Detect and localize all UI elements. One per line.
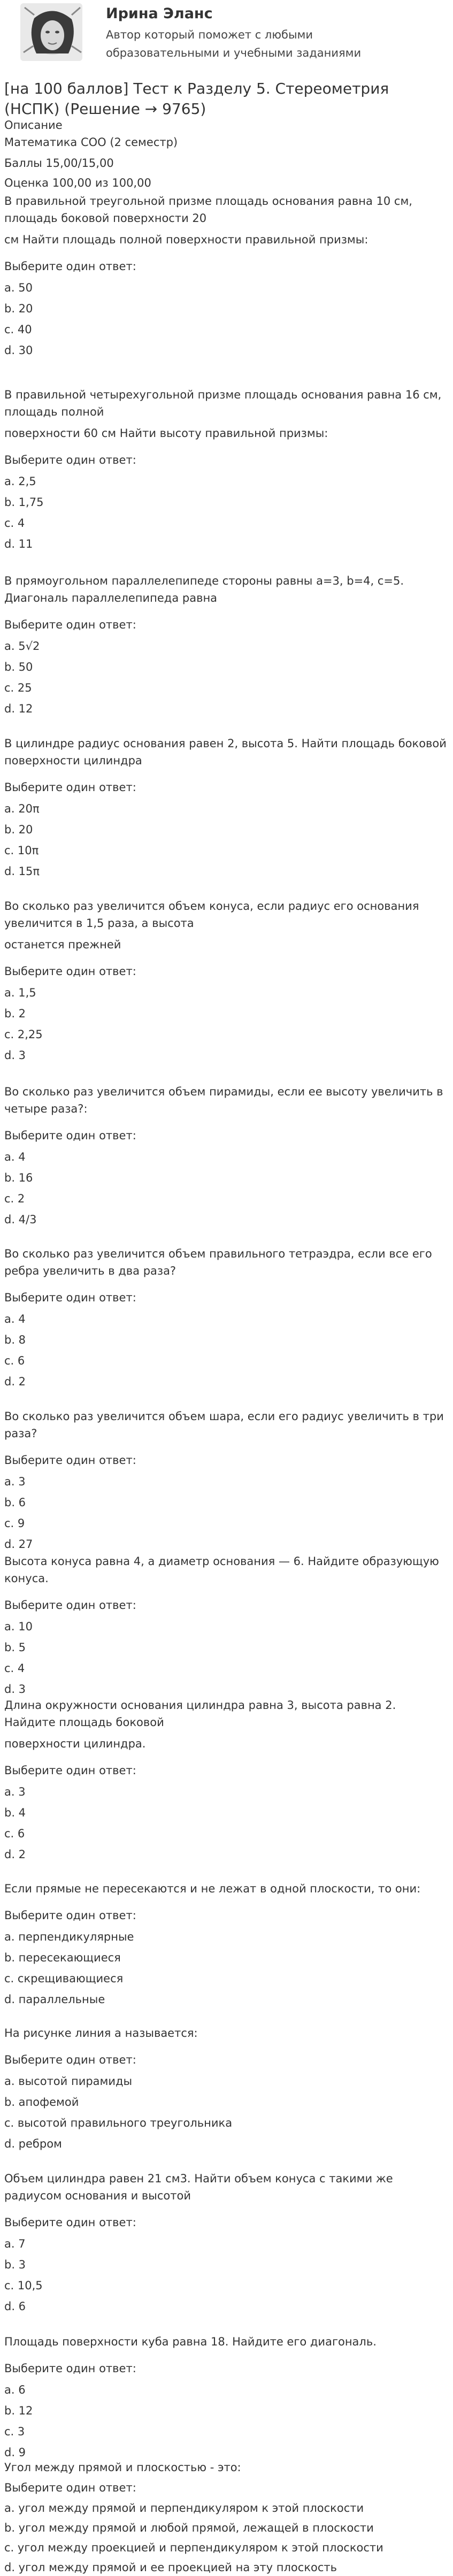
answer-option[interactable]: d. ребром [4,2137,62,2150]
answer-option[interactable]: d. 9 [4,2446,26,2459]
answer-option[interactable]: d. 2 [4,1848,26,1861]
question-text: Площадь поверхности куба равна 18. Найдите его диагональ. [4,2335,377,2348]
answer-option[interactable]: d. 30 [4,344,33,357]
answer-option[interactable]: a. угол между прямой и перпендикуляром к этой плоскости [4,2502,364,2514]
answer-prompt: Выберите один ответ: [4,2362,136,2375]
question-13 [4,2170,448,2314]
answer-option[interactable]: d. 11 [4,538,33,550]
answer-option[interactable]: a. 1,5 [4,986,36,999]
page-title: [на 100 баллов] Тест к Разделу 5. Стереометрия (НСПК) (Решение → 9765) [4,80,389,118]
answer-option[interactable]: a. 7 [4,2237,26,2250]
question-text: останется прежней [4,938,121,951]
answer-option[interactable]: b. 20 [4,302,33,315]
answer-option[interactable]: a. 3 [4,1475,26,1488]
answer-option[interactable]: d. 4/3 [4,1213,37,1226]
answer-option[interactable]: c. 9 [4,1517,25,1530]
question-text: В цилиндре радиус основания равен 2, высота 5. Найти площадь боковой поверхности цилиндра [4,737,447,767]
answer-option[interactable]: a. высотой пирамиды [4,2075,133,2088]
question-3 [4,572,448,717]
answer-option[interactable]: d. 2 [4,1375,26,1388]
answer-option[interactable]: c. 6 [4,1827,25,1840]
answer-option[interactable]: b. 4 [4,1806,26,1819]
answer-option[interactable]: b. 8 [4,1333,26,1346]
answer-option[interactable]: d. 3 [4,1049,26,1062]
answer-option[interactable]: a. 10 [4,1620,33,1633]
question-text: Угол между прямой и плоскостью - это: [4,2461,241,2474]
question-8 [4,1408,448,1552]
question-text: Высота конуса равна 4, а диаметр основания — 6. Найдите образующую конуса. [4,1555,439,1585]
question-text: поверхности цилиндра. [4,1737,146,1750]
grade-text: Оценка 100,00 из 100,00 [4,177,151,189]
answer-option[interactable]: a. 50 [4,281,33,294]
answer-option[interactable]: b. 3 [4,2258,26,2271]
question-1 [4,193,448,358]
answer-option[interactable]: c. 40 [4,323,32,336]
answer-option[interactable]: d. 6 [4,2300,26,2313]
answer-option[interactable]: b. 1,75 [4,496,44,509]
answer-prompt: Выберите один ответ: [4,1764,136,1777]
answer-prompt: Выберите один ответ: [4,1599,136,1612]
answer-option[interactable]: a. 6 [4,2383,26,2396]
answer-option[interactable]: b. апофемой [4,2096,79,2109]
answer-prompt: Выберите один ответ: [4,2053,136,2066]
answer-option[interactable]: b. угол между прямой и любой прямой, лежащей в плоскости [4,2521,374,2534]
question-text: Объем цилиндра равен 21 см3. Найти объем конуса с такими же радиусом основания и высотой [4,2172,393,2202]
question-text: поверхности 60 см Найти высоту правильной призмы: [4,427,328,440]
answer-option[interactable]: b. 20 [4,823,33,836]
answer-option[interactable]: c. 10π [4,844,39,857]
question-11 [4,1880,448,2007]
answer-option[interactable]: c. 4 [4,517,25,530]
answer-option[interactable]: c. 4 [4,1662,25,1675]
score-text: Баллы 15,00/15,00 [4,157,114,170]
answer-option[interactable]: b. 16 [4,1171,33,1184]
answer-option[interactable]: b. 12 [4,2404,33,2417]
answer-option[interactable]: a. 4 [4,1313,26,1325]
question-9 [4,1553,448,1697]
author-avatar [9,2,94,62]
question-4 [4,735,448,879]
question-text: Если прямые не пересекаются и не лежат в одной плоскости, то они: [4,1882,421,1895]
answer-option[interactable]: a. перпендикулярные [4,1930,134,1943]
answer-option[interactable]: b. пересекающиеся [4,1951,121,1964]
question-text: Во сколько раз увеличится объем правильного тетраэдра, если все его ребра увеличить в два раза? [4,1247,432,1277]
answer-option[interactable]: a. 20π [4,802,40,815]
answer-option[interactable]: a. 5√2 [4,640,40,653]
answer-prompt: Выберите один ответ: [4,1454,136,1467]
answer-option[interactable]: c. 2,25 [4,1028,43,1041]
question-10 [4,1697,448,1862]
question-text: В правильной треугольной призме площадь основания равна 10 см, площадь боковой поверхности 20 [4,195,412,225]
question-text: см Найти площадь полной поверхности правильной призмы: [4,233,368,246]
question-text: В прямоугольном параллелепипеде стороны равны a=3, b=4, c=5. Диагональ параллелепипеда равна [4,574,404,604]
answer-prompt: Выберите один ответ: [4,965,136,978]
answer-option[interactable]: c. 2 [4,1192,25,1205]
answer-option[interactable]: c. 10,5 [4,2279,43,2292]
answer-prompt: Выберите один ответ: [4,618,136,631]
question-7 [4,1245,448,1390]
answer-prompt: Выберите один ответ: [4,260,136,273]
answer-option[interactable]: c. скрещивающиеся [4,1972,124,1985]
answer-option[interactable]: a. 2,5 [4,475,36,488]
answer-option[interactable]: d. 12 [4,702,33,715]
answer-option[interactable]: a. 3 [4,1785,26,1798]
question-text: Во сколько раз увеличится объем пирамиды, если ее высоту увеличить в четыре раза?: [4,1085,443,1115]
description-label: Описание [4,119,63,132]
answer-option[interactable]: c. 6 [4,1354,25,1367]
answer-option[interactable]: a. 4 [4,1151,26,1163]
question-text: Во сколько раз увеличится объем шара, если его радиус увеличить в три раза? [4,1410,444,1440]
answer-option[interactable]: c. высотой правильного треугольника [4,2117,233,2129]
answer-option[interactable]: d. параллельные [4,1993,105,2006]
answer-prompt: Выберите один ответ: [4,781,136,794]
question-2 [4,386,448,552]
answer-option[interactable]: b. 6 [4,1496,26,1509]
author-name[interactable]: Ирина Эланс [106,5,213,22]
question-6 [4,1083,448,1228]
answer-option[interactable]: d. 27 [4,1538,33,1551]
answer-option[interactable]: d. 3 [4,1683,26,1696]
answer-option[interactable]: c. 25 [4,681,32,694]
course-name: Математика СОО (2 семестр) [4,136,178,149]
answer-prompt: Выберите один ответ: [4,1909,136,1922]
answer-option[interactable]: d. угол между прямой и ее проекцией на эту плоскость [4,2561,337,2574]
question-text: На рисунке линия а называется: [4,2027,198,2040]
answer-option[interactable]: c. 3 [4,2425,25,2438]
question-text: Во сколько раз увеличится объем конуса, если радиус его основания увеличится в 1,5 раза, а высота [4,900,419,930]
author-card [4,0,449,64]
answer-prompt: Выберите один ответ: [4,2481,136,2494]
answer-prompt: Выберите один ответ: [4,1291,136,1304]
answer-option[interactable]: b. 50 [4,661,33,673]
answer-option[interactable]: b. 2 [4,1007,26,1020]
question-14 [4,2333,448,2460]
answer-prompt: Выберите один ответ: [4,454,136,466]
question-12 [4,2025,448,2152]
answer-option[interactable]: d. 15π [4,865,40,878]
question-15 [4,2459,448,2575]
answer-prompt: Выберите один ответ: [4,2216,136,2229]
answer-option[interactable]: c. угол между проекцией и перпендикуляром к этой плоскости [4,2541,383,2554]
answer-prompt: Выберите один ответ: [4,1129,136,1142]
question-text: Длина окружности основания цилиндра равна 3, высота равна 2. Найдите площадь боковой [4,1699,396,1729]
answer-option[interactable]: b. 5 [4,1641,26,1654]
question-5 [4,898,448,1063]
question-text: В правильной четырехугольной призме площадь основания равна 16 см, площадь полной [4,388,442,418]
author-description: Автор который поможет с любыми образовательными и учебными заданиями [106,28,362,59]
